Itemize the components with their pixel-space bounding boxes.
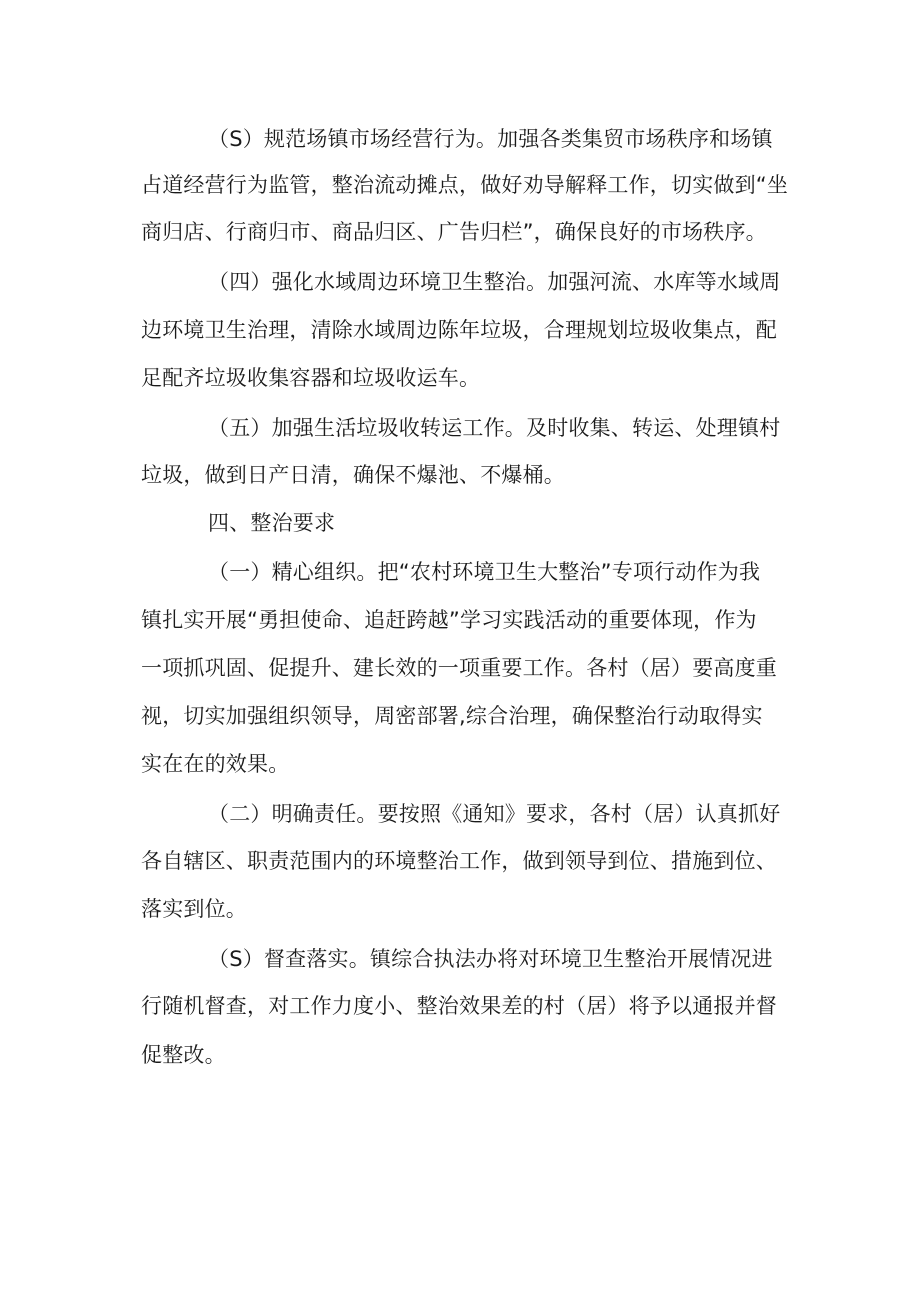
- text-line: 一项抓巩固、促提升、建长效的一项重要工作。各村（居）要高度重: [141, 656, 777, 680]
- text-line: 镇扎实开展“勇担使命、追赶跨越”学习实践活动的重要体现，作为: [141, 608, 757, 632]
- text-line: 边环境卫生治理，清除水域周边陈年垃圾，合理规划垃圾收集点，配: [141, 318, 777, 342]
- text-line: （一）精心组织。把“农村环境卫生大整治”专项行动作为我: [208, 560, 761, 584]
- text-line: 各自辖区、职责范围内的环境整治工作，做到领导到位、措施到位、: [141, 849, 777, 873]
- text-line: 视，切实加强组织领导，周密部署,综合治理，确保整治行动取得实: [141, 704, 763, 728]
- text-line: 商归店、行商归市、商品归区、广告归栏”，确保良好的市场秩序。: [141, 220, 767, 244]
- text-line: （五）加强生活垃圾收转运工作。及时收集、转运、处理镇村: [208, 416, 781, 440]
- text-line: 落实到位。: [141, 897, 247, 921]
- text-line: 实在在的效果。: [141, 752, 290, 776]
- text-line: 占道经营行为监管，整治流动摊点，做好劝导解释工作，切实做到“坐: [141, 173, 789, 197]
- section-heading: 四、整治要求: [208, 511, 336, 535]
- text-line: （四）强化水域周边环境卫生整治。加强河流、水库等水域周: [208, 270, 781, 294]
- text-line: （二）明确责任。要按照《通知》要求，各村（居）认真抓好: [208, 802, 781, 826]
- text-line: （S）规范场镇市场经营行为。加强各类集贸市场秩序和场镇: [208, 127, 773, 151]
- text-line: 促整改。: [141, 1043, 226, 1067]
- text-line: 足配齐垃圾收集容器和垃圾收运车。: [141, 366, 481, 390]
- text-line: 垃圾，做到日产日清，确保不爆池、不爆桶。: [141, 463, 565, 487]
- text-line: （S）督查落实。镇综合执法办将对环境卫生整治开展情况进: [208, 947, 773, 971]
- text-line: 行随机督查，对工作力度小、整治效果差的村（居）将予以通报并督: [141, 994, 777, 1018]
